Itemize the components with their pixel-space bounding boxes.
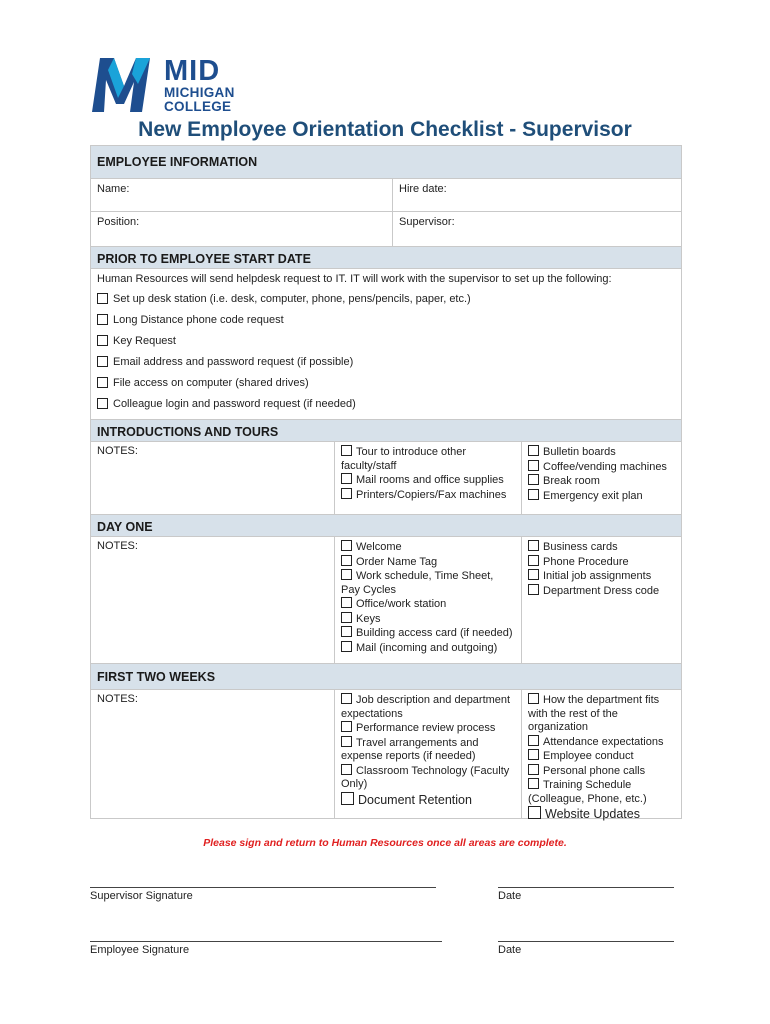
logo-text-mid: MID: [164, 55, 221, 87]
checkbox[interactable]: [528, 749, 539, 760]
supervisor-signature-line[interactable]: [90, 887, 436, 888]
checkbox[interactable]: [528, 806, 541, 819]
two-weeks-col-2: [522, 690, 681, 821]
checklist-item[interactable]: Keys: [341, 612, 515, 627]
checkbox[interactable]: [528, 540, 539, 551]
checkbox[interactable]: [528, 778, 539, 789]
checklist-item[interactable]: Long Distance phone code request: [91, 309, 681, 330]
prior-intro: Human Resources will send helpdesk request to IT. IT will work with the supervisor to set up the following:: [97, 273, 612, 285]
employee-signature-label: Employee Signature: [90, 944, 190, 956]
checkbox[interactable]: [341, 641, 352, 652]
checkbox[interactable]: [341, 569, 352, 580]
checklist-item[interactable]: Key Request: [91, 330, 681, 351]
document-title: New Employee Orientation Checklist - Supervisor: [138, 118, 632, 141]
logo-text-michigan: MICHIGAN: [164, 85, 235, 100]
checkbox[interactable]: [97, 356, 108, 367]
checklist-item[interactable]: Classroom Technology (Faculty Only): [341, 764, 510, 790]
checklist-item[interactable]: Set up desk station (i.e. desk, computer, phone, pens/pencils, paper, etc.): [91, 288, 681, 309]
section-prior-to-start: PRIOR TO EMPLOYEE START DATE: [91, 246, 681, 268]
checklist-item[interactable]: Training Schedule (Colleague, Phone, etc.): [528, 779, 647, 805]
checklist-item[interactable]: Printers/Copiers/Fax machines: [341, 488, 515, 503]
checklist-item[interactable]: Order Name Tag: [341, 555, 515, 570]
college-logo: [92, 56, 252, 116]
intros-col-2: [522, 442, 681, 514]
checklist-item[interactable]: Performance review process: [341, 721, 515, 736]
return-notice: Please sign and return to Human Resources once all areas are complete.: [203, 837, 567, 849]
checkbox[interactable]: [528, 555, 539, 566]
checkbox[interactable]: [341, 792, 354, 805]
checkbox[interactable]: [341, 597, 352, 608]
checklist-item[interactable]: Break room: [528, 474, 675, 489]
info-row-2: [91, 211, 681, 246]
supervisor-date-line[interactable]: [498, 887, 674, 888]
checklist-item[interactable]: Attendance expectations: [528, 735, 675, 750]
checklist-item[interactable]: Mail (incoming and outgoing): [341, 641, 515, 656]
notes-field[interactable]: NOTES:: [91, 442, 335, 514]
checkbox[interactable]: [97, 377, 108, 388]
checkbox[interactable]: [97, 314, 108, 325]
checkbox[interactable]: [528, 489, 539, 500]
prior-block: [91, 268, 681, 419]
intros-col-1: [335, 442, 522, 514]
section-employee-information: EMPLOYEE INFORMATION: [91, 145, 681, 178]
checkbox[interactable]: [341, 693, 352, 704]
checkbox[interactable]: [528, 445, 539, 456]
checkbox[interactable]: [528, 584, 539, 595]
checkbox[interactable]: [528, 474, 539, 485]
checklist-item[interactable]: Initial job assignments: [528, 569, 675, 584]
checklist-item[interactable]: Office/work station: [341, 597, 515, 612]
checklist-item[interactable]: Phone Procedure: [528, 555, 675, 570]
checklist-item[interactable]: Building access card (if needed): [341, 626, 515, 641]
info-row-1: [91, 178, 681, 211]
checklist-item[interactable]: Welcome: [341, 540, 515, 555]
checkbox[interactable]: [341, 555, 352, 566]
checklist-item[interactable]: Tour to introduce other faculty/staff: [341, 446, 467, 472]
two-weeks-col-1: [335, 690, 522, 818]
checkbox[interactable]: [97, 398, 108, 409]
checklist-item[interactable]: Website Updates: [528, 806, 675, 822]
checkbox[interactable]: [97, 293, 108, 304]
checklist-item[interactable]: Bulletin boards: [528, 445, 675, 460]
checkbox[interactable]: [341, 764, 352, 775]
mid-michigan-logo-mark: [92, 56, 162, 114]
section-introductions-tours: INTRODUCTIONS AND TOURS: [91, 419, 681, 441]
notes-field[interactable]: NOTES:: [91, 537, 335, 663]
checklist-item[interactable]: Emergency exit plan: [528, 489, 675, 504]
checklist-form: [90, 145, 682, 819]
checklist-item[interactable]: Employee conduct: [528, 749, 675, 764]
checkbox[interactable]: [341, 736, 352, 747]
day-one-col-2: [522, 537, 681, 663]
checkbox[interactable]: [528, 693, 539, 704]
checkbox[interactable]: [341, 540, 352, 551]
employee-date-line[interactable]: [498, 941, 674, 942]
checkbox[interactable]: [528, 735, 539, 746]
two-weeks-block: [91, 689, 681, 821]
employee-date-label: Date: [498, 944, 522, 956]
supervisor-field[interactable]: Supervisor:: [399, 216, 455, 228]
checkbox[interactable]: [341, 488, 352, 499]
checklist-item[interactable]: Department Dress code: [528, 584, 675, 599]
checklist-item[interactable]: Document Retention: [341, 792, 515, 808]
supervisor-signature-label: Supervisor Signature: [90, 890, 193, 902]
checklist-item[interactable]: Travel arrangements and expense reports (if needed): [341, 736, 479, 762]
checklist-item[interactable]: Job description and department expectations: [341, 694, 511, 720]
notes-field[interactable]: NOTES:: [91, 690, 335, 818]
employee-signature-line[interactable]: [90, 941, 442, 942]
checkbox[interactable]: [341, 473, 352, 484]
name-field[interactable]: Name:: [91, 179, 393, 211]
checklist-item[interactable]: Business cards: [528, 540, 675, 555]
checklist-item[interactable]: File access on computer (shared drives): [91, 372, 681, 393]
logo-text-college: COLLEGE: [164, 99, 232, 114]
section-first-two-weeks: FIRST TWO WEEKS: [91, 663, 681, 689]
checklist-item[interactable]: Coffee/vending machines: [528, 460, 675, 475]
checkbox[interactable]: [341, 445, 352, 456]
checklist-item[interactable]: Work schedule, Time Sheet, Pay Cycles: [341, 570, 494, 596]
checkbox[interactable]: [341, 612, 352, 623]
checkbox[interactable]: [97, 335, 108, 346]
checkbox[interactable]: [341, 626, 352, 637]
checkbox[interactable]: [528, 764, 539, 775]
checkbox[interactable]: [341, 721, 352, 732]
checklist-item[interactable]: Personal phone calls: [528, 764, 675, 779]
checklist-item[interactable]: Mail rooms and office supplies: [341, 473, 515, 488]
checklist-item[interactable]: Colleague login and password request (if needed): [91, 393, 681, 414]
position-field[interactable]: Position:: [91, 212, 393, 246]
section-day-one: DAY ONE: [91, 514, 681, 536]
checklist-item[interactable]: Email address and password request (if possible): [91, 351, 681, 372]
hire-date-field[interactable]: Hire date:: [399, 183, 447, 195]
day-one-block: [91, 536, 681, 663]
intros-block: [91, 441, 681, 514]
day-one-col-1: [335, 537, 522, 663]
checklist-item[interactable]: How the department fits with the rest of the organization: [528, 694, 660, 733]
checkbox[interactable]: [528, 569, 539, 580]
supervisor-date-label: Date: [498, 890, 522, 902]
checkbox[interactable]: [528, 460, 539, 471]
